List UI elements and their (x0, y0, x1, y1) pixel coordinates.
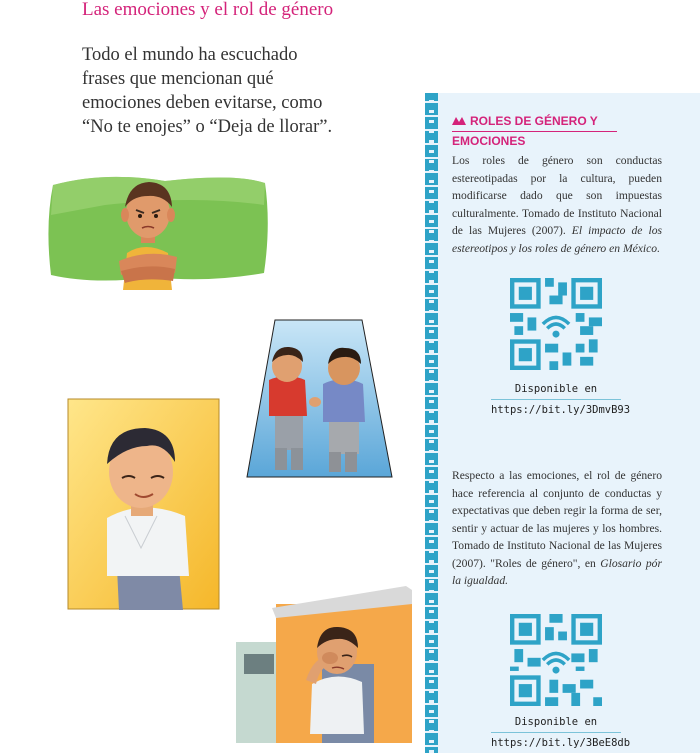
intro-line: “No te enojes” o “Deja de llorar”. (82, 117, 333, 137)
emotions-role-paragraph (452, 467, 662, 590)
intro-line: frases que mencionan qué (82, 69, 274, 89)
emotions-role-source: Glosario pór la igualdad. (452, 556, 662, 587)
heading-line-1: ROLES DE GÉNERO Y (470, 114, 598, 128)
intro-paragraph (82, 43, 382, 139)
intro-line: Todo el mundo ha escuchado (82, 45, 298, 65)
short-link-2[interactable]: https://bit.ly/3BeE8db (491, 732, 621, 750)
panel-heading (452, 112, 682, 151)
qr-code-icon (510, 278, 602, 370)
smiling-boy-illustration (67, 398, 220, 610)
heading-line-2: EMOCIONES (452, 134, 526, 148)
two-boys-illustration (245, 318, 395, 478)
qr-code-icon (510, 614, 602, 706)
crying-boy-illustration (236, 584, 412, 743)
qr-caption-2 (491, 715, 631, 750)
angry-boy-illustration (45, 165, 270, 290)
decorative-border (425, 93, 438, 753)
qr-code-1[interactable] (510, 278, 602, 370)
emotions-role-text: Respecto a las emociones, el rol de género hace referencia al conjunto de conductas y expectativas que deben regir la forma de ser, sentir y actuar de las mujeres y los hombres. Tomado de Instituto Nacional de las Mujeres (2007). "Roles de género", en (452, 469, 662, 570)
qr-caption-1 (491, 382, 631, 417)
short-link-1[interactable]: https://bit.ly/3DmvB93 (491, 399, 621, 417)
roles-definition-paragraph (452, 152, 662, 257)
section-marker-icon (452, 113, 466, 123)
section-title: Las emociones y el rol de género (82, 0, 334, 20)
qr-code-2[interactable] (510, 614, 602, 706)
intro-line: emociones deben evitarse, como (82, 93, 323, 113)
available-label: Disponible en (514, 383, 598, 395)
roles-definition-text: Los roles de género son conductas estereotipadas por la cultura, pueden modificarse dado que son impuestas culturalmente. Tomado de Instituto Nacional de las Mujeres (2007). (452, 154, 662, 237)
roles-definition-source: El impacto de los estereotipos y los roles de género en México. (452, 224, 662, 255)
available-label: Disponible en (514, 716, 598, 728)
